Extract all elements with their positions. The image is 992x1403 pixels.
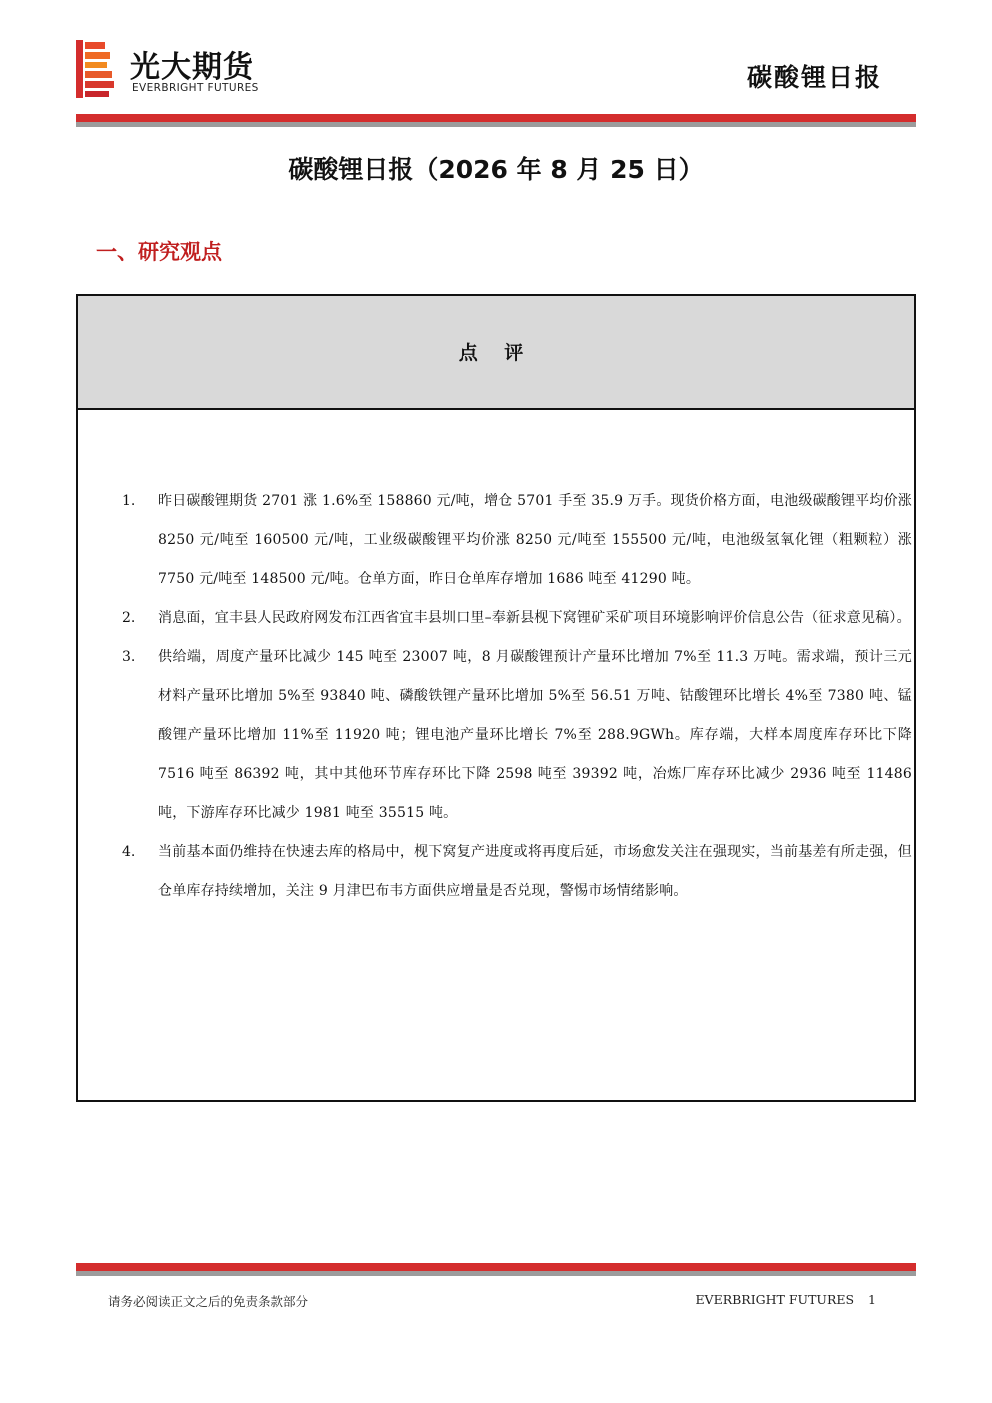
comment-box — [76, 294, 916, 1102]
section-heading: 一、研究观点 — [96, 240, 222, 264]
list-item — [122, 599, 912, 638]
page-number: 1 — [868, 1292, 876, 1307]
everbright-logo-icon — [76, 40, 116, 98]
document-title: 碳酸锂日报（2026 年 8 月 25 日） — [288, 155, 704, 184]
comment-header-label: 点 评 — [458, 342, 534, 364]
header-grey-rule — [76, 122, 916, 127]
point-number: 4. — [122, 844, 136, 860]
list-item — [122, 833, 912, 911]
logo-chinese-name: 光大期货 — [130, 50, 254, 85]
point-text: 供给端，周度产量环比减少 145 吨至 23007 吨，8 月碳酸锂预计产量环比增加 7%至 11.3 万吨。需求端，预计三元材料产量环比增加 5%至 93840 吨、磷酸铁锂产量环比增加 5%至 56.51 万吨、钴酸锂环比增长 4%至 7380 吨、锰酸锂产量环比增加 11%至 11920 吨；锂电池产量环比增长 7%至 288.9GWh。库存端，大样本周度库存环比下降 7516 吨至 86392 吨，其中其他环节库存环比下降 2598 吨至 39392 吨，冶炼厂库存环比减少 2936 吨至 11486 吨，下游库存环比减少 1981 吨至 35515 吨。 — [158, 649, 912, 821]
point-number: 1. — [122, 493, 136, 509]
header-red-rule — [76, 114, 916, 122]
page-header — [0, 0, 992, 130]
footer-grey-rule — [76, 1271, 916, 1276]
point-text: 当前基本面仍维持在快速去库的格局中，枧下窝复产进度或将再度后延，市场愈发关注在强现实，当前基差有所走强，但仓单库存持续增加，关注 9 月津巴布韦方面供应增量是否兑现，警惕市场情绪影响。 — [158, 844, 912, 899]
footer-right — [695, 1292, 876, 1307]
point-text: 昨日碳酸锂期货 2701 涨 1.6%至 158860 元/吨，增仓 5701 手至 35.9 万手。现货价格方面，电池级碳酸锂平均价涨 8250 元/吨至 160500 元/吨，工业级碳酸锂平均价涨 8250 元/吨至 155500 元/吨，电池级氢氧化锂（粗颗粒）涨 7750 元/吨至 148500 元/吨。仓单方面，昨日仓单库存增加 1686 吨至 41290 吨。 — [158, 493, 912, 587]
list-item — [122, 482, 912, 599]
point-number: 2. — [122, 610, 136, 626]
footer-company: EVERBRIGHT FUTURES — [695, 1292, 855, 1307]
comment-points-list — [122, 482, 912, 911]
point-number: 3. — [122, 649, 136, 665]
point-text: 消息面，宜丰县人民政府网发布江西省宜丰县圳口里–奉新县枧下窝锂矿采矿项目环境影响评价信息公告（征求意见稿）。 — [158, 610, 911, 626]
logo-english-name: EVERBRIGHT FUTURES — [132, 82, 259, 94]
footer-disclaimer: 请务必阅读正文之后的免责条款部分 — [108, 1294, 309, 1309]
footer-red-rule — [76, 1263, 916, 1271]
report-type-title: 碳酸锂日报 — [746, 63, 882, 92]
list-item — [122, 638, 912, 833]
company-logo — [76, 40, 296, 100]
comment-box-header — [78, 296, 914, 410]
